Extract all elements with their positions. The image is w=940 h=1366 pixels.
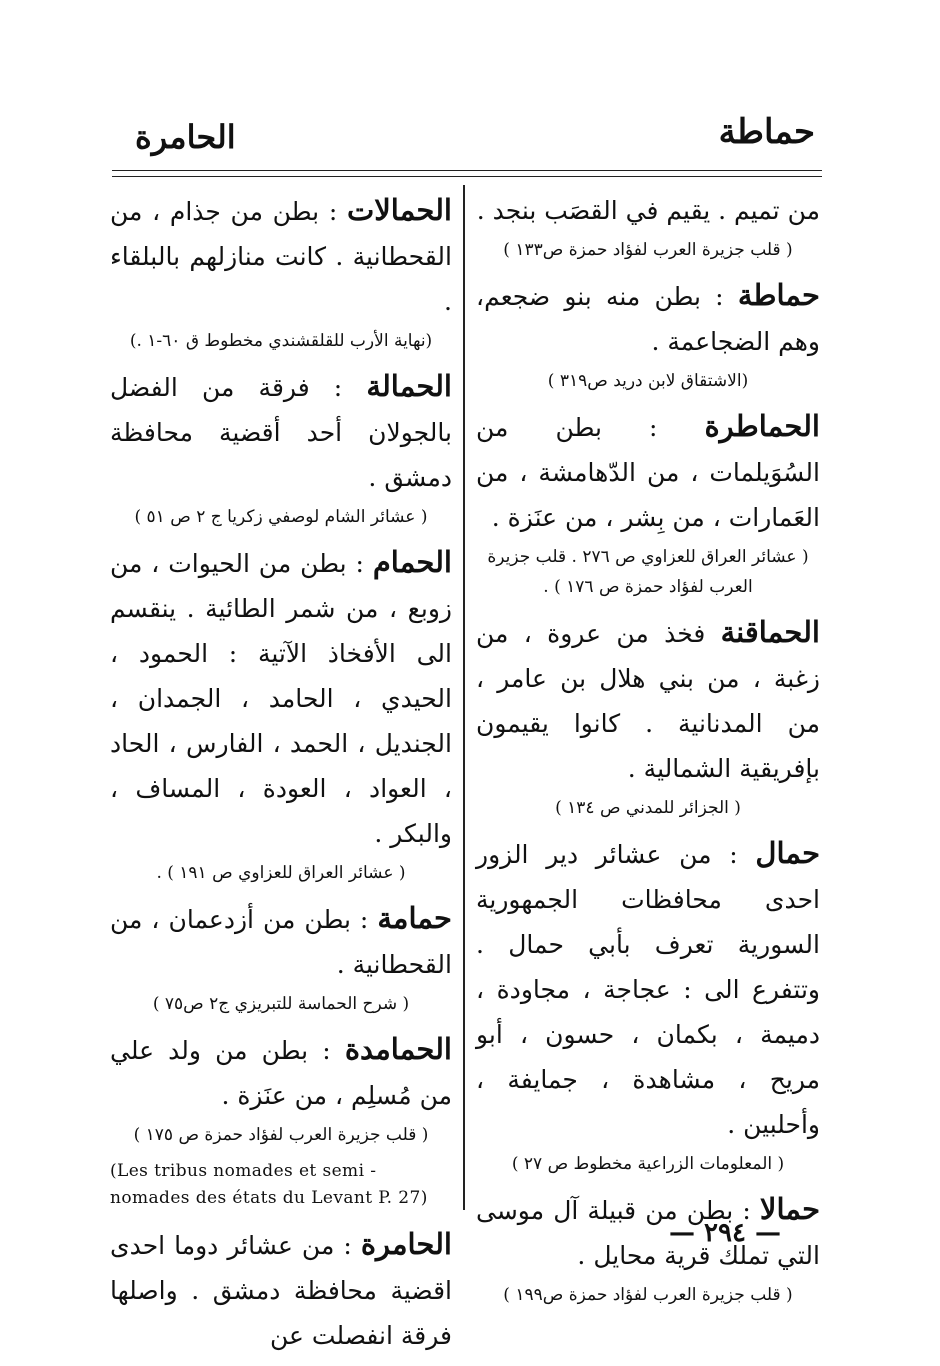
entry-body: من تميم . يقيم في القصَب بنجد . — [476, 196, 820, 225]
entry-reference: ( قلب جزيرة العرب لفؤاد حمزة ص١٩٩ ) — [503, 1285, 793, 1305]
entry-body: : فرقة من الفضل بالجولان أحد أقضية محافظة دمشق . — [110, 373, 452, 492]
entry-reference-latin: (Les tribus nomades et semi - nomades des états du Levant P. 27) — [110, 1161, 428, 1208]
left-column — [110, 188, 452, 1366]
entry — [476, 273, 820, 396]
right-column — [476, 188, 820, 1318]
page-number: — ٢٩٤ — — [668, 1218, 782, 1248]
entry — [110, 1222, 452, 1358]
entry-heading: الحامرة — [360, 1227, 452, 1261]
entry — [110, 896, 452, 1019]
entry — [476, 610, 820, 823]
entry-body: : بطن منه بنو ضجعم، وهم الضجاعمة . — [476, 282, 820, 356]
entry-reference: ( شرح الحماسة للتبريزي ج٢ ص٧٥ ) — [152, 994, 410, 1014]
entry-body: : بطن من الحيوات ، من زوبع ، من شمر الطائية . ينقسم الى الأفخاذ الآتية : الحمود ، الحيدي ، الحامد ، الجمدان ، الجنديل ، الحمد ، الفارس ، الحاد ، العواد ، العودة ، المساف ، والبكر . — [110, 549, 452, 848]
entry-reference: ( قلب جزيرة العرب لفؤاد حمزة ص ١٧٥ ) — [133, 1125, 429, 1145]
entry-heading: حمال — [755, 836, 820, 870]
entry-reference: (نهاية الأرب للقلقشندي مخطوط ق ٦٠-١ .) — [129, 331, 433, 351]
entry — [476, 1187, 820, 1310]
entry-body: : من عشائر دوما احدى اقضية محافظة دمشق . واصلها فرقة انفصلت عن — [110, 1231, 452, 1350]
entry-reference: ( عشائر الشام لوصفي زكريا ج ٢ ص ٥١ ) — [134, 507, 428, 527]
entry-heading: الحماقنة — [720, 615, 820, 649]
entry — [110, 364, 452, 532]
entry-reference: ( المعلومات الزراعية مخطوط ص ٢٧ ) — [511, 1154, 785, 1174]
entry-body: : بطن من ولد علي من مُسلِم ، من عنَزة . — [110, 1036, 452, 1110]
entry-body: : من عشائر دير الزور احدى محافظات الجمهورية السورية تعرف بأبي حمال . وتتفرع الى : عجاجة ، مجاودة ، دميمة ، بكمان ، حسون ، أبو مريح ، مشاهدة ، جمايفة ، وأحلبين . — [476, 840, 820, 1139]
entry — [476, 188, 820, 265]
entry — [476, 404, 820, 602]
running-header-right: حماطة — [718, 112, 815, 152]
entry-reference: ( قلب جزيرة العرب لفؤاد حمزة ص١٣٣ ) — [503, 240, 793, 260]
entry-heading: حمامة — [377, 901, 452, 935]
entry-body: : بطن من قبيلة آل موسى التي تملك قرية محايل . — [476, 1196, 820, 1270]
running-header-left: الحامرة — [135, 118, 236, 156]
entry-heading: الحمالة — [366, 369, 452, 403]
entry — [476, 831, 820, 1179]
entry-heading: الحماطرة — [704, 409, 820, 443]
entry-body: فخذ من عروة ، من زغبة ، من بني هلال بن عامر ، من المدنانية . كانوا يقيمون بإفريقية الشمالية . — [476, 619, 820, 783]
header-rule-top — [112, 170, 822, 171]
entry-heading: الحمالات — [346, 193, 452, 227]
header-rule-bottom — [112, 176, 822, 177]
entry — [110, 1027, 452, 1212]
entry-heading: الحمامدة — [344, 1032, 452, 1066]
entry-heading: الحمام — [372, 545, 452, 579]
entry-reference: (الاشتقاق لابن دريد ص٣١٩ ) — [547, 371, 749, 391]
entry — [110, 540, 452, 888]
entry — [110, 188, 452, 356]
column-divider — [463, 185, 465, 1210]
entry-body: : بطن من أزدعمان ، من القحطانية . — [110, 905, 452, 979]
entry-heading: حماطة — [737, 278, 820, 312]
entry-reference: ( عشائر العراق للعزاوي ص ٢٧٦ . قلب جزيرة العرب لفؤاد حمزة ص ١٧٦ ) . — [487, 547, 809, 597]
entry-heading: حمالا — [759, 1192, 820, 1226]
entry-reference: ( عشائر العراق للعزاوي ص ١٩١ ) . — [156, 863, 406, 883]
entry-reference: ( الجزائر للمدني ص ١٣٤ ) — [555, 798, 741, 818]
entry-body: : بطن من جذام ، من القحطانية . كانت منازلهم بالبلقاء . — [110, 197, 452, 316]
entry-body: : بطن من السُوَيلمات ، من الدّهامشة ، من العَمارات ، من بِشر ، من عنَزة . — [476, 413, 820, 532]
